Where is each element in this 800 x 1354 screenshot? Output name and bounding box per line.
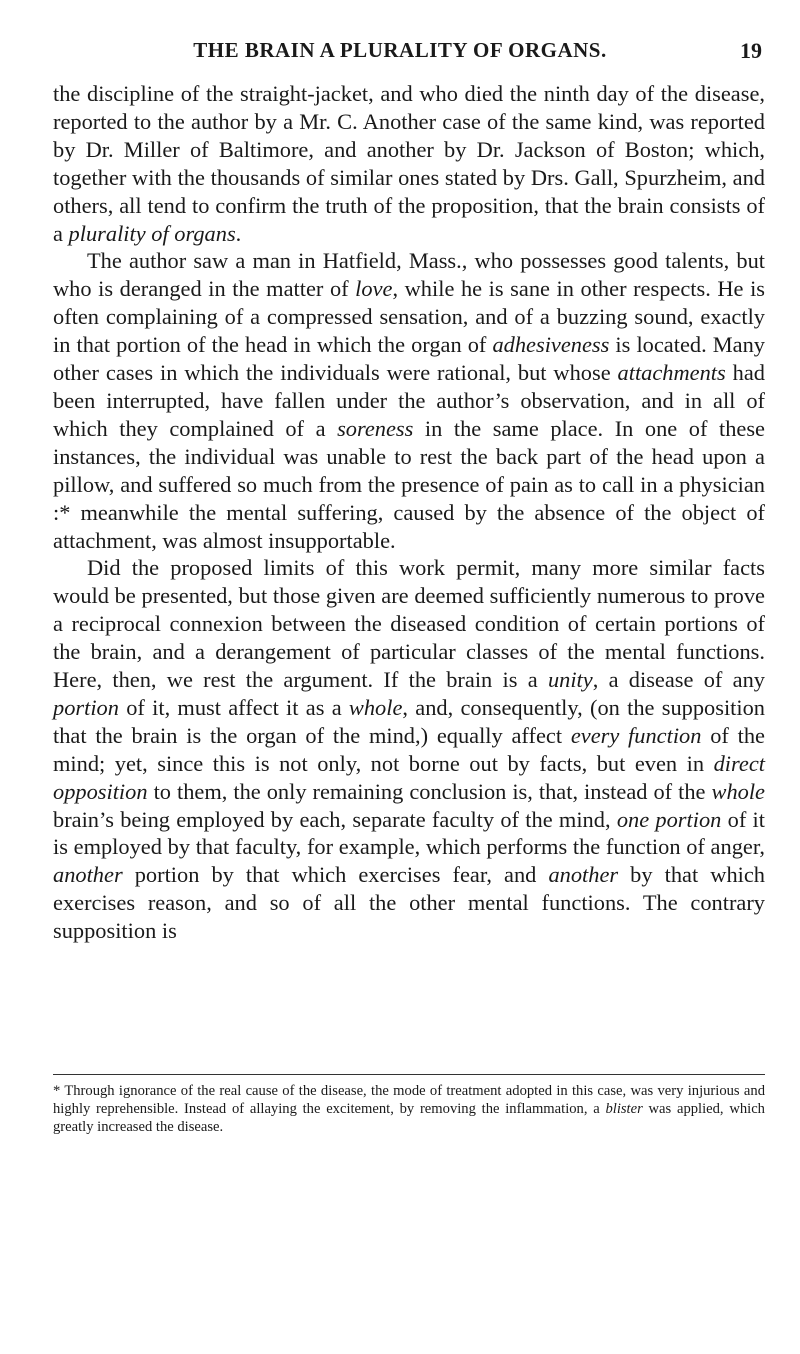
text-run: the discipline of the straight-jacket, and who died the ninth day of the disease, reported to the author by a Mr. C. Another case of the same kind, was reported by Dr. Miller of Baltimore, and another by Dr. Jackson of Boston; which, together with the thousands of similar ones stated by Drs. Gall, Spurzheim, and others, all tend to confirm the truth of the proposition, that the brain consists of a: [53, 81, 765, 246]
emphasis: one portion: [616, 806, 722, 832]
emphasis: another: [53, 862, 123, 888]
text-run: by that which exercises reason, and so of all the other mental functions. The contrary supposition is: [53, 862, 766, 944]
text-run: was applied, which greatly increased the disease.: [53, 1101, 765, 1135]
page-number: 19: [740, 38, 762, 63]
text-run: Did the proposed limits of this work permit, many more similar facts would be presented, but those given are deemed sufficiently numerous to prove a reciprocal connexion between the diseased condition of certain portions of the brain, and a derangement of particular classes of the mental functions. Here, then, we rest the argument. If the brain is a: [53, 555, 765, 693]
text-run: of it, must affect it as a: [118, 694, 349, 720]
text-run: is located. Many other cases in which the individuals were rational, but whose: [53, 332, 765, 386]
text-run: in the same place. In one of these instances, the individual was unable to rest the back part of the head upon a pillow, and suffered so much from the presence of pain as to call in a physician :* meanwhile the mental suffering, caused by the absence of the object of attachment, was almost insupportable.: [53, 415, 765, 553]
footnote: [53, 1082, 765, 1136]
running-title: THE BRAIN A PLURALITY OF ORGANS.: [193, 38, 607, 62]
paragraph-3: [53, 554, 765, 945]
text-run: * Through ignorance of the real cause of the disease, the mode of treatment adopted in this case, was very injurious and highly reprehensible. Instead of allaying the excitement, by removing the inflammation, a: [53, 1083, 765, 1117]
emphasis: whole: [711, 778, 765, 804]
text-run: to them, the only remaining conclusion is, that, instead of the: [147, 778, 712, 804]
emphasis: blister: [605, 1101, 643, 1117]
emphasis: soreness: [337, 415, 414, 441]
emphasis: whole: [348, 694, 403, 720]
text-run: of the mind; yet, since this is not only, not borne out by facts, but even in: [53, 722, 765, 776]
text-run: of it is employed by that faculty, for example, which performs the function of anger,: [53, 806, 765, 860]
text-run: had been interrupted, have fallen under the author’s observation, and in all of which they complained of a: [53, 360, 765, 441]
text-run: , a disease of any: [592, 667, 765, 693]
running-head: [0, 38, 800, 68]
emphasis: love: [355, 276, 393, 302]
text-run: .: [235, 220, 242, 246]
footnote-divider: [53, 1074, 765, 1075]
text-run: The author saw a man in Hatfield, Mass., who possesses good talents, but who is deranged in the matter of: [53, 248, 765, 302]
emphasis: attachments: [617, 360, 726, 386]
emphasis: unity: [547, 667, 593, 693]
text-run: , and, consequently, (on the supposition that the brain is the organ of the mind,) equally affect: [53, 694, 766, 748]
emphasis: direct opposition: [53, 750, 765, 804]
paragraph-2: [53, 247, 765, 554]
text-run: , while he is sane in other respects. He is often complaining of a compressed sensation, and of a buzzing sound, exactly in that portion of the head in which the organ of: [53, 276, 765, 358]
emphasis: portion: [53, 694, 119, 720]
text-run: brain’s being employed by each, separate faculty of the mind,: [53, 806, 617, 832]
emphasis: another: [548, 862, 619, 888]
footnote-text: [53, 1082, 765, 1136]
emphasis: every function: [570, 722, 702, 748]
body-text: [53, 80, 765, 945]
text-run: portion by that which exercises fear, and: [122, 862, 549, 888]
emphasis: adhesiveness: [492, 332, 610, 358]
paragraph-1: [53, 80, 765, 247]
emphasis: plurality of organs: [68, 220, 236, 246]
